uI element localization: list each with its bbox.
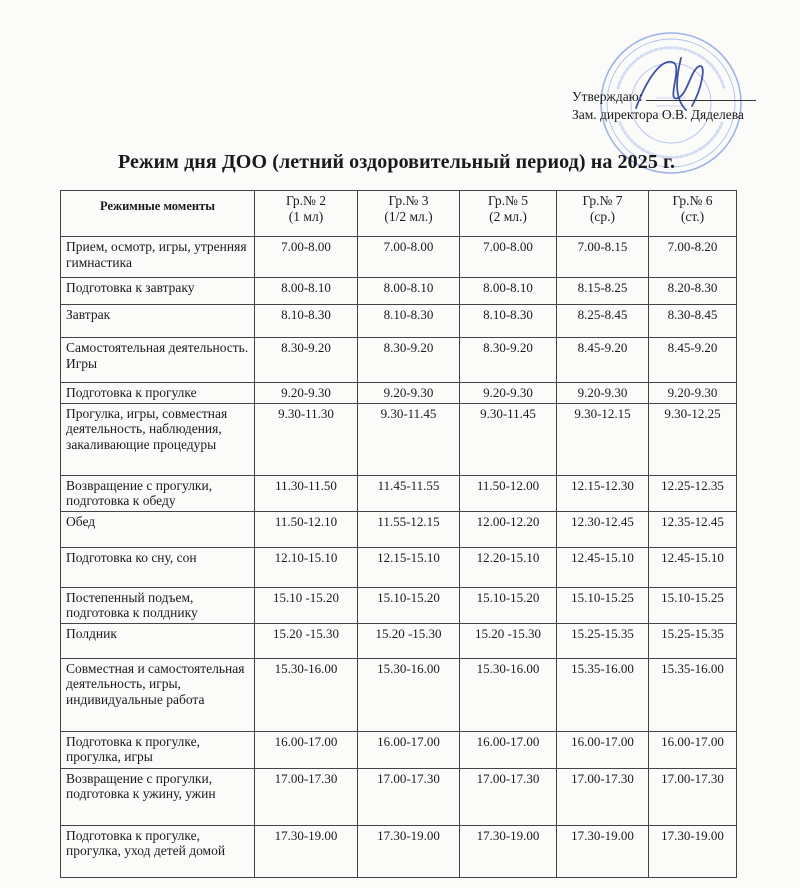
schedule-table — [60, 190, 737, 878]
regime-moment-cell: Подготовка к прогулке, прогулка, игры — [61, 731, 255, 768]
time-cell: 15.20 -15.30 — [255, 623, 358, 658]
table-row — [61, 768, 737, 825]
time-cell: 9.30-11.45 — [460, 403, 557, 475]
time-cell: 12.35-12.45 — [649, 511, 737, 547]
time-cell: 7.00-8.00 — [255, 237, 358, 278]
time-cell: 12.10-15.10 — [255, 547, 358, 587]
signature-line — [646, 90, 756, 101]
time-cell: 15.10-15.25 — [557, 587, 649, 623]
time-cell: 12.20-15.10 — [460, 547, 557, 587]
header-group-7: Гр.№ 7 (ср.) — [557, 191, 649, 237]
time-cell: 15.25-15.35 — [557, 623, 649, 658]
time-cell: 8.10-8.30 — [358, 305, 460, 338]
header-group-2: Гр.№ 2 (1 мл) — [255, 191, 358, 237]
table-row — [61, 731, 737, 768]
time-cell: 15.30-16.00 — [255, 658, 358, 731]
table-row — [61, 403, 737, 475]
regime-moment-cell: Возвращение с прогулки, подготовка к ужину, ужин — [61, 768, 255, 825]
table-row — [61, 383, 737, 404]
regime-moment-cell: Совместная и самостоятельная деятельность, игры, индивидуальные работа — [61, 658, 255, 731]
time-cell: 7.00-8.00 — [358, 237, 460, 278]
time-cell: 9.20-9.30 — [460, 383, 557, 404]
time-cell: 11.50-12.00 — [460, 475, 557, 511]
regime-moment-cell: Постепенный подъем, подготовка к полднику — [61, 587, 255, 623]
time-cell: 9.20-9.30 — [255, 383, 358, 404]
time-cell: 9.30-11.45 — [358, 403, 460, 475]
time-cell: 12.30-12.45 — [557, 511, 649, 547]
time-cell: 12.45-15.10 — [649, 547, 737, 587]
time-cell: 8.20-8.30 — [649, 278, 737, 305]
time-cell: 17.00-17.30 — [557, 768, 649, 825]
time-cell: 16.00-17.00 — [649, 731, 737, 768]
time-cell: 7.00-8.00 — [460, 237, 557, 278]
time-cell: 12.00-12.20 — [460, 511, 557, 547]
regime-moment-cell: Подготовка ко сну, сон — [61, 547, 255, 587]
time-cell: 8.10-8.30 — [255, 305, 358, 338]
time-cell: 12.45-15.10 — [557, 547, 649, 587]
time-cell: 17.30-19.00 — [358, 825, 460, 877]
time-cell: 11.50-12.10 — [255, 511, 358, 547]
time-cell: 17.00-17.30 — [649, 768, 737, 825]
regime-moment-cell: Самостоятельная деятельность. Игры — [61, 338, 255, 383]
time-cell: 12.15-12.30 — [557, 475, 649, 511]
regime-moment-cell: Обед — [61, 511, 255, 547]
table-header-row — [61, 191, 737, 237]
regime-moment-cell: Подготовка к завтраку — [61, 278, 255, 305]
time-cell: 9.20-9.30 — [649, 383, 737, 404]
table-row — [61, 511, 737, 547]
time-cell: 16.00-17.00 — [460, 731, 557, 768]
table-row — [61, 825, 737, 877]
time-cell: 8.15-8.25 — [557, 278, 649, 305]
time-cell: 8.25-8.45 — [557, 305, 649, 338]
time-cell: 7.00-8.15 — [557, 237, 649, 278]
approval-signer: Зам. директора О.В. Дяделева — [572, 107, 744, 122]
time-cell: 15.10-15.20 — [460, 587, 557, 623]
time-cell: 8.00-8.10 — [255, 278, 358, 305]
table-row — [61, 338, 737, 383]
regime-moment-cell: Подготовка к прогулке — [61, 383, 255, 404]
regime-moment-cell: Полдник — [61, 623, 255, 658]
time-cell: 12.15-15.10 — [358, 547, 460, 587]
time-cell: 16.00-17.00 — [358, 731, 460, 768]
table-row — [61, 278, 737, 305]
time-cell: 8.00-8.10 — [460, 278, 557, 305]
time-cell: 11.45-11.55 — [358, 475, 460, 511]
time-cell: 15.10 -15.20 — [255, 587, 358, 623]
header-moments: Режимные моменты — [61, 191, 255, 237]
time-cell: 8.45-9.20 — [649, 338, 737, 383]
time-cell: 8.30-9.20 — [460, 338, 557, 383]
time-cell: 8.45-9.20 — [557, 338, 649, 383]
table-row — [61, 658, 737, 731]
regime-moment-cell: Подготовка к прогулке, прогулка, уход детей домой — [61, 825, 255, 877]
time-cell: 17.00-17.30 — [358, 768, 460, 825]
table-row — [61, 237, 737, 278]
time-cell: 15.10-15.20 — [358, 587, 460, 623]
time-cell: 16.00-17.00 — [255, 731, 358, 768]
time-cell: 9.30-12.25 — [649, 403, 737, 475]
time-cell: 17.30-19.00 — [255, 825, 358, 877]
document-title: Режим дня ДОО (летний оздоровительный период) на 2025 г. — [118, 151, 676, 173]
regime-moment-cell: Завтрак — [61, 305, 255, 338]
time-cell: 8.10-8.30 — [460, 305, 557, 338]
time-cell: 11.30-11.50 — [255, 475, 358, 511]
header-group-3: Гр.№ 3 (1/2 мл.) — [358, 191, 460, 237]
time-cell: 16.00-17.00 — [557, 731, 649, 768]
time-cell: 17.30-19.00 — [460, 825, 557, 877]
time-cell: 17.30-19.00 — [557, 825, 649, 877]
table-row — [61, 587, 737, 623]
time-cell: 15.20 -15.30 — [358, 623, 460, 658]
header-group-5: Гр.№ 5 (2 мл.) — [460, 191, 557, 237]
regime-moment-cell: Прогулка, игры, совместная деятельность, наблюдения, закаливающие процедуры — [61, 403, 255, 475]
table-row — [61, 305, 737, 338]
time-cell: 15.25-15.35 — [649, 623, 737, 658]
time-cell: 8.30-8.45 — [649, 305, 737, 338]
time-cell: 8.30-9.20 — [358, 338, 460, 383]
table-row — [61, 475, 737, 511]
time-cell: 15.30-16.00 — [460, 658, 557, 731]
time-cell: 15.30-16.00 — [358, 658, 460, 731]
time-cell: 17.30-19.00 — [649, 825, 737, 877]
time-cell: 9.20-9.30 — [557, 383, 649, 404]
time-cell: 12.25-12.35 — [649, 475, 737, 511]
time-cell: 15.20 -15.30 — [460, 623, 557, 658]
time-cell: 9.30-11.30 — [255, 403, 358, 475]
time-cell: 9.30-12.15 — [557, 403, 649, 475]
table-row — [61, 623, 737, 658]
approval-label: Утверждаю: — [572, 89, 643, 104]
time-cell: 11.55-12.15 — [358, 511, 460, 547]
time-cell: 17.00-17.30 — [255, 768, 358, 825]
regime-moment-cell: Возвращение с прогулки, подготовка к обеду — [61, 475, 255, 511]
time-cell: 15.35-16.00 — [649, 658, 737, 731]
time-cell: 8.30-9.20 — [255, 338, 358, 383]
time-cell: 7.00-8.20 — [649, 237, 737, 278]
time-cell: 9.20-9.30 — [358, 383, 460, 404]
table-row — [61, 547, 737, 587]
header-group-6: Гр.№ 6 (ст.) — [649, 191, 737, 237]
time-cell: 15.35-16.00 — [557, 658, 649, 731]
time-cell: 15.10-15.25 — [649, 587, 737, 623]
regime-moment-cell: Прием, осмотр, игры, утренняя гимнастика — [61, 237, 255, 278]
time-cell: 8.00-8.10 — [358, 278, 460, 305]
time-cell: 17.00-17.30 — [460, 768, 557, 825]
approval-block — [572, 88, 756, 124]
